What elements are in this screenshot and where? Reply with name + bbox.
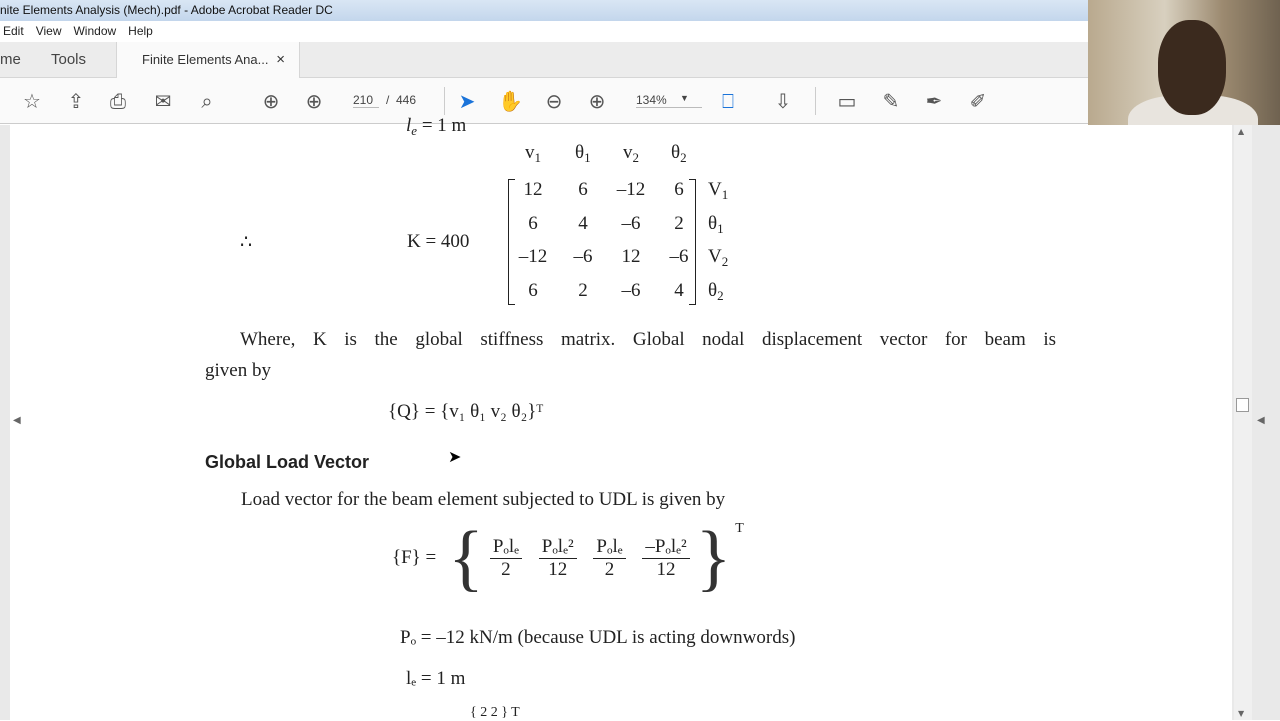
scroll-up-icon[interactable]: ▲ bbox=[1238, 127, 1245, 136]
matrix-cell: –12 bbox=[518, 246, 548, 267]
tab-bar bbox=[0, 42, 1088, 78]
brace-left: { bbox=[448, 517, 484, 599]
email-icon[interactable]: ✉ bbox=[154, 89, 172, 113]
matrix-row-header: $V_1$ bbox=[708, 179, 729, 202]
previous-page-icon[interactable]: ⊕ bbox=[262, 89, 280, 113]
menu-edit[interactable]: Edit bbox=[3, 24, 24, 38]
matrix-cell: 12 bbox=[523, 179, 543, 200]
bookmark-star-icon[interactable]: ☆ bbox=[23, 89, 41, 113]
matrix-cell: –6 bbox=[573, 246, 593, 267]
matrix-cell: 6 bbox=[674, 179, 684, 200]
paragraph-line: given by bbox=[205, 360, 271, 381]
fraction: $\frac{\text{Pₒlₑ}}{2}$ bbox=[593, 536, 625, 581]
tab-close-icon[interactable]: × bbox=[276, 51, 285, 68]
left-panel-toggle-icon[interactable]: ◀ bbox=[13, 415, 21, 426]
edit-pdf-icon[interactable]: ✐ bbox=[969, 89, 987, 113]
matrix-cell: 4 bbox=[578, 213, 588, 234]
highlight-pen-icon[interactable]: ✎ bbox=[882, 89, 900, 113]
scrollbar-thumb[interactable] bbox=[1236, 398, 1249, 412]
fraction: $\frac{\text{–Pₒlₑ²}}{12}$ bbox=[642, 536, 689, 581]
q-vector-equation: {Q} = {v₁ θ₁ v₂ θ₂}ᵀ bbox=[388, 401, 544, 422]
search-icon[interactable]: ⌕ bbox=[201, 89, 213, 113]
menu-help[interactable]: Help bbox=[128, 24, 153, 38]
mouse-cursor-icon: ➤ bbox=[448, 447, 462, 466]
title-bar bbox=[0, 0, 1088, 21]
matrix-row-header: $\theta_1$ bbox=[708, 213, 724, 236]
page-number-input[interactable]: 210 bbox=[353, 93, 379, 108]
scroll-mode-icon[interactable]: ⇩ bbox=[774, 89, 792, 113]
divider bbox=[444, 87, 445, 115]
section-heading: Global Load Vector bbox=[205, 452, 370, 472]
chevron-down-icon: ▼ bbox=[680, 93, 689, 103]
matrix-row-header: $V_2$ bbox=[708, 246, 729, 269]
fraction: $\frac{\text{Pₒlₑ}}{2}$ bbox=[490, 536, 522, 581]
menu-view[interactable]: View bbox=[35, 24, 62, 38]
select-cursor-icon[interactable]: ➤ bbox=[458, 89, 476, 113]
matrix-column-header: $\theta_2$ bbox=[671, 142, 687, 165]
divider bbox=[815, 87, 816, 115]
matrix-cell: 6 bbox=[528, 280, 538, 301]
po-equation: Pₒ = –12 kN/m (because UDL is acting downwords) bbox=[400, 627, 796, 648]
brace-right: } bbox=[695, 517, 732, 599]
paragraph-line: Load vector for the beam element subjected to UDL is given by bbox=[241, 489, 726, 510]
zoom-select[interactable] bbox=[636, 93, 702, 108]
matrix-cell: 2 bbox=[578, 280, 588, 301]
le-equation: lₑ = 1 m bbox=[406, 668, 466, 689]
k-equation-label: K = 400 bbox=[407, 231, 470, 252]
page-total: 446 bbox=[396, 93, 417, 107]
matrix-column-header: $v_2$ bbox=[623, 142, 639, 165]
menu-bar bbox=[0, 21, 1088, 42]
fraction: $\frac{\text{Pₒlₑ²}}{12}$ bbox=[539, 536, 577, 581]
sign-icon[interactable]: ✒ bbox=[925, 89, 943, 113]
therefore-symbol: ∴ bbox=[240, 232, 253, 253]
matrix-cell: –6 bbox=[621, 280, 641, 301]
f-vector-fractions bbox=[484, 536, 696, 581]
f-vector-equation bbox=[392, 517, 744, 599]
right-panel-toggle-icon[interactable]: ◀ bbox=[1257, 415, 1265, 426]
tab-document[interactable] bbox=[116, 42, 300, 79]
matrix-column-header: $v_1$ bbox=[525, 142, 541, 165]
zoom-in-icon[interactable]: ⊕ bbox=[588, 89, 606, 113]
comment-icon[interactable]: ▭ bbox=[837, 89, 857, 113]
upload-cloud-icon[interactable]: ⇪ bbox=[67, 89, 85, 113]
tab-tools[interactable]: Tools bbox=[51, 51, 87, 68]
fit-page-icon[interactable]: ⎕ bbox=[722, 89, 734, 113]
hand-tool-icon[interactable]: ✋ bbox=[498, 89, 523, 113]
page-separator: / bbox=[386, 93, 390, 107]
matrix-cell: 12 bbox=[621, 246, 641, 267]
matrix-column-header: $\theta_1$ bbox=[575, 142, 591, 165]
tab-document-label: Finite Elements Ana... bbox=[142, 52, 269, 67]
vertical-scrollbar[interactable] bbox=[1234, 125, 1252, 720]
matrix-cell: –6 bbox=[669, 246, 689, 267]
paragraph-line: Where, K is the global stiffness matrix. Global nodal displacement vector for beam is bbox=[240, 329, 1056, 350]
zoom-out-icon[interactable]: ⊖ bbox=[545, 89, 563, 113]
tab-home[interactable]: me bbox=[0, 51, 21, 68]
transpose-marker: T bbox=[735, 521, 744, 536]
matrix-cell: 2 bbox=[674, 213, 684, 234]
matrix-cell: –6 bbox=[621, 213, 641, 234]
next-page-icon[interactable]: ⊕ bbox=[305, 89, 323, 113]
matrix-cell: –12 bbox=[616, 179, 646, 200]
matrix-cell: 6 bbox=[528, 213, 538, 234]
le-line-top: $l_e = 1$ m bbox=[406, 115, 467, 138]
window-title: nite Elements Analysis (Mech).pdf - Adobe Acrobat Reader DC bbox=[0, 3, 333, 17]
matrix-cell: 6 bbox=[578, 179, 588, 200]
toolbar bbox=[0, 78, 1088, 124]
scroll-down-icon[interactable]: ▼ bbox=[1238, 709, 1245, 718]
next-equation-partial: { 2 2 } T bbox=[470, 705, 520, 720]
matrix-cell: 4 bbox=[674, 280, 684, 301]
zoom-value: 134% bbox=[636, 93, 667, 107]
matrix-row-header: $\theta_2$ bbox=[708, 280, 724, 303]
f-vector-label: {F} = bbox=[392, 547, 437, 568]
webcam-overlay bbox=[1088, 0, 1280, 125]
print-icon[interactable]: ⎙ bbox=[110, 89, 126, 113]
menu-window[interactable]: Window bbox=[73, 24, 117, 38]
pdf-page bbox=[10, 115, 1232, 720]
